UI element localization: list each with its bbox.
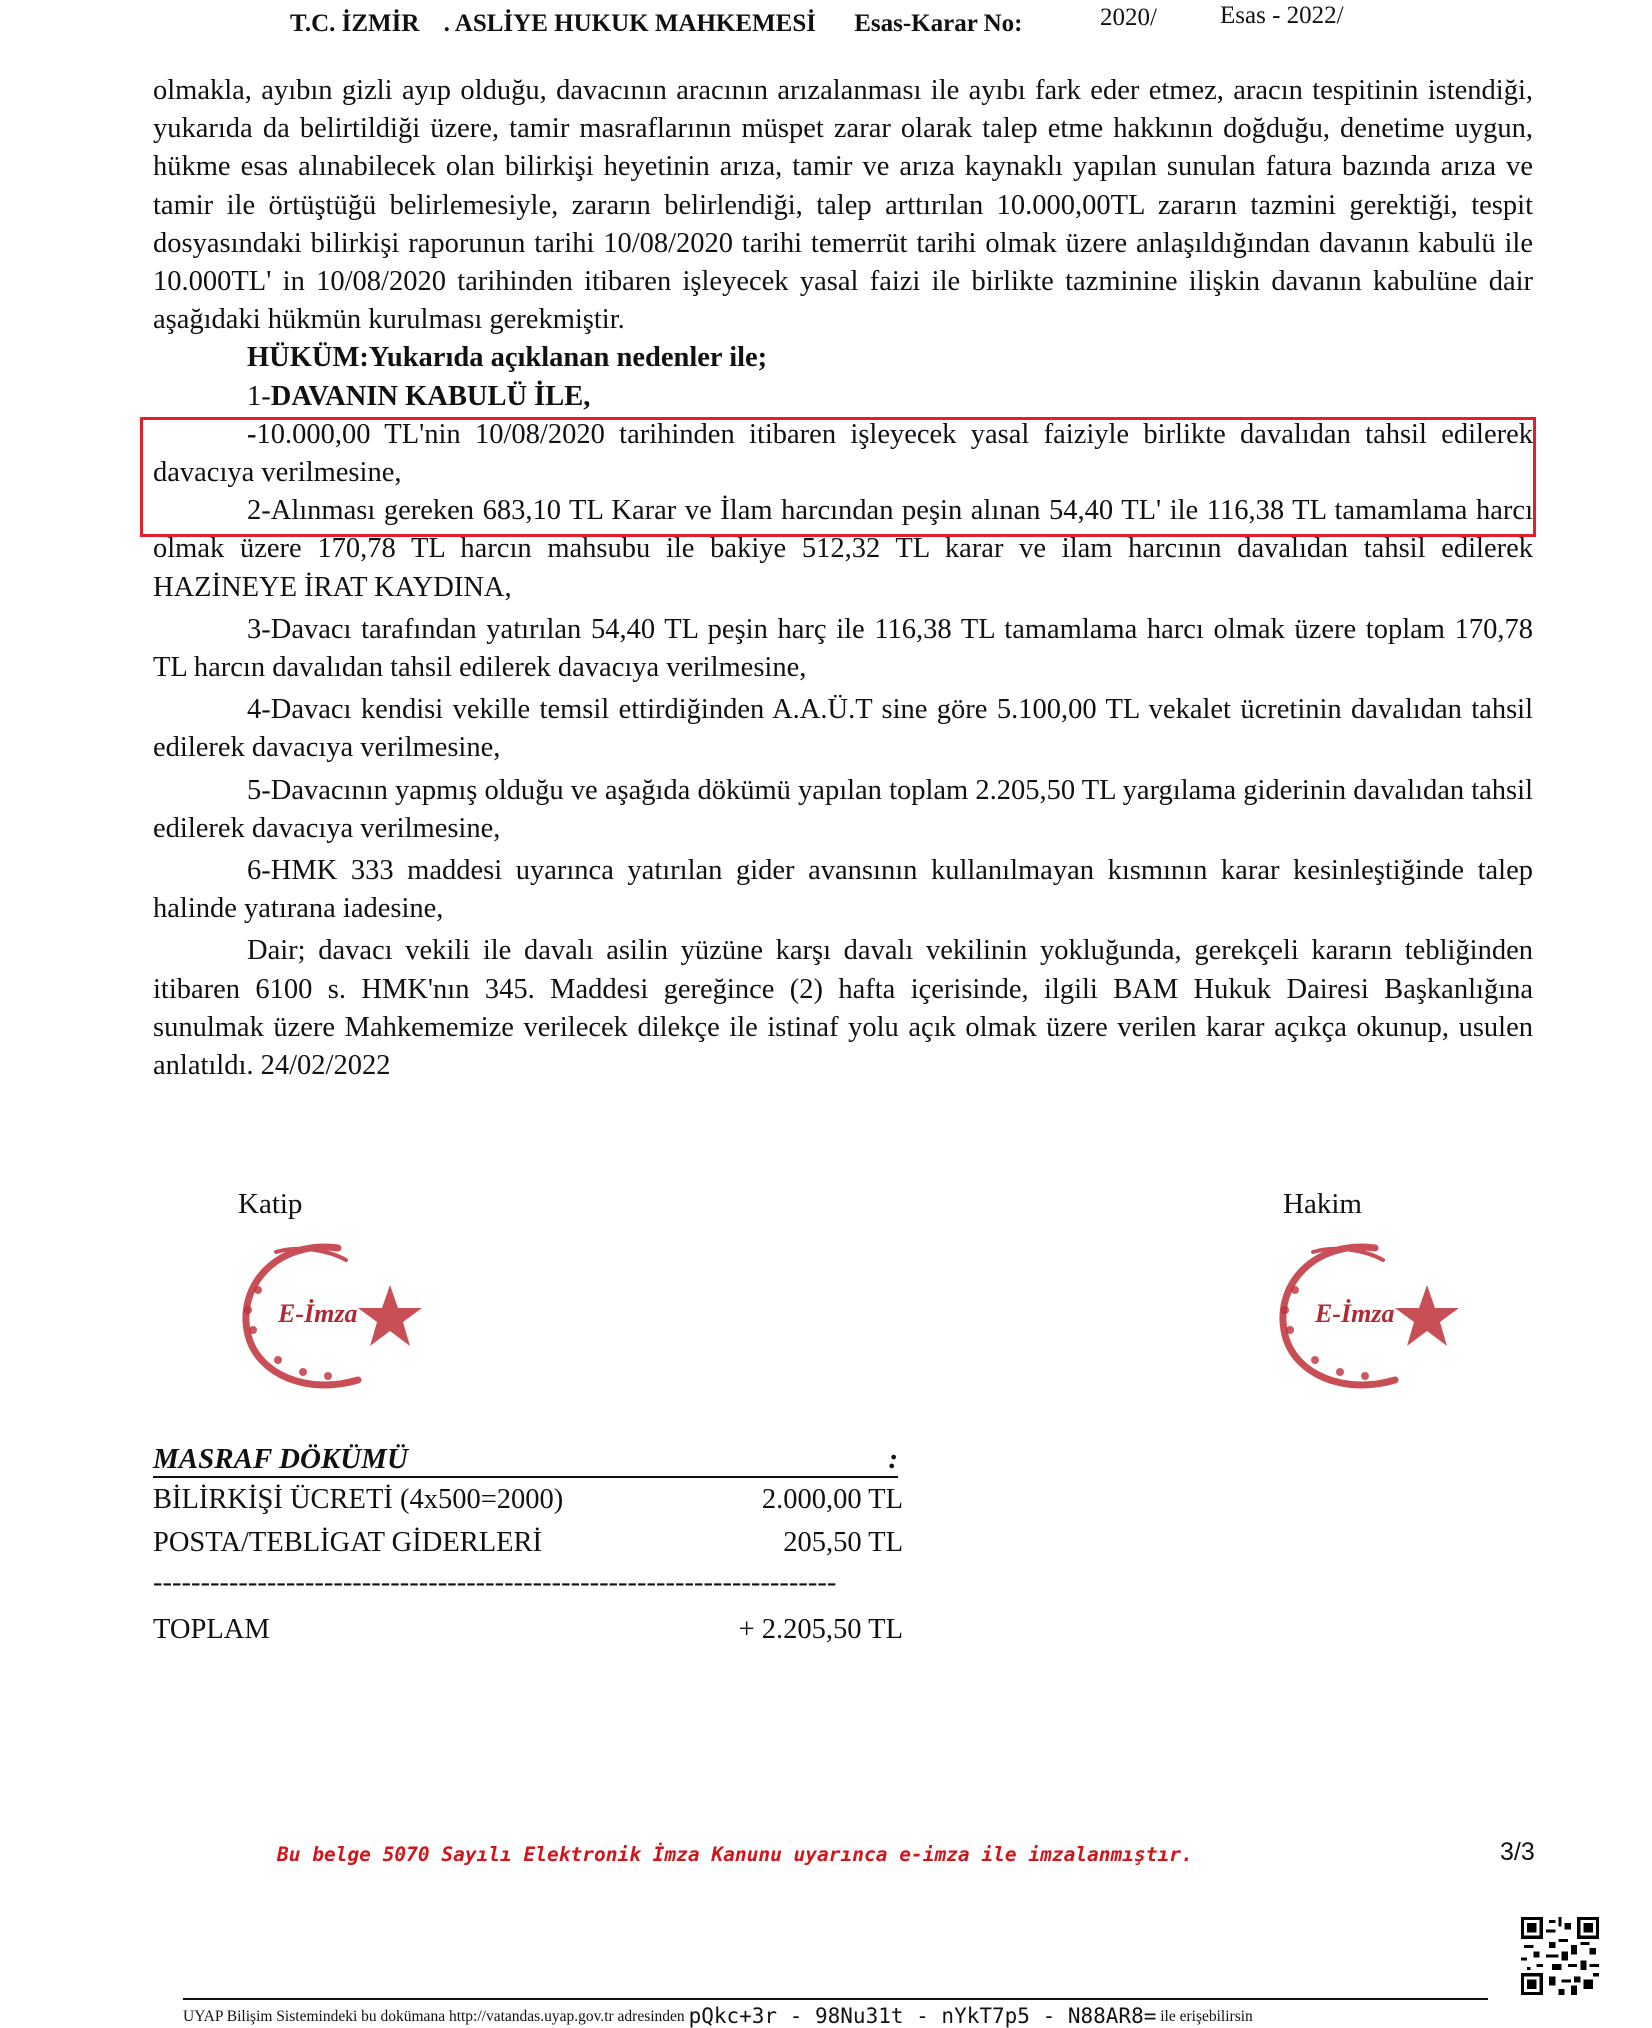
- hakim-label: Hakim: [1283, 1188, 1362, 1220]
- item-5: 5-Davacının yapmış olduğu ve aşağıda dökümü yapılan toplam 2.205,50 TL yargılama giderinin davalıdan tahsil edilerek davacıya verilmesine,: [153, 774, 1533, 844]
- qr-code-icon: [1521, 1917, 1599, 1995]
- highlight-box: [140, 417, 1536, 537]
- expense-total-amount: + 2.205,50 TL: [738, 1614, 903, 1645]
- document-body: [153, 72, 1533, 1085]
- header-karar-year: 2020/: [1100, 4, 1157, 31]
- item-6: 6-HMK 333 maddesi uyarınca yatırılan gider avansının kullanılmayan kısmının karar kesinleştiğinde talep halinde yatırana iadesine,: [153, 855, 1533, 925]
- stamp-text: E-İmza: [1315, 1299, 1395, 1328]
- item-2: 2-Alınması gereken 683,10 TL Karar ve İlam harcından peşin alınan 54,40 TL' ile 116,38 TL tamamlama harcı olmak üzere 170,78 TL harcın mahsubu ile bakiye 512,32 TL karar ve ilam harcının davalıdan tahsil edilerek HAZİNEYE İRAT KAYDINA,: [153, 495, 1533, 603]
- footer-suffix: ile erişebilirsin: [1160, 2008, 1253, 2025]
- e-signature-notice: Bu belge 5070 Sayılı Elektronik İmza Kanunu uyarınca e-imza ile imzalanmıştır.: [277, 1843, 1193, 1866]
- page-number: 3/3: [1500, 1838, 1535, 1866]
- item-1-prefix: 1-: [247, 380, 271, 412]
- expense-title-colon: :: [888, 1443, 898, 1475]
- expense-row: [153, 1521, 903, 1564]
- item-1-sub-dash: -: [247, 418, 257, 450]
- expense-row-amount: 2.000,00 TL: [761, 1484, 903, 1515]
- expense-total-row: [153, 1608, 903, 1651]
- footer-rule: [183, 1998, 1488, 2000]
- expense-row-label: BİLİRKİŞİ ÜCRETİ (4x500=2000): [153, 1484, 564, 1515]
- item-1: [153, 378, 1533, 416]
- item-1-sub-text: 10.000,00 TL'nin 10/08/2020 tarihinden itibaren işleyecek yasal faiziyle birlikte davalıdan tahsil edilerek davacıya verilmesine,: [153, 418, 1533, 489]
- closing-paragraph: Dair; davacı vekili ile davalı asilin yüzüne karşı davalı vekilinin yokluğunda, gerekçeli kararın tebliğinden itibaren 6100 s. HMK'nın 345. Maddesi gereğince (2) hafta içerisinde, ilgili BAM Hukuk Dairesi Başkanlığına sunulmak üzere Mahkememize verilecek dilekçe ile istinaf yolu açık olmak üzere verilen karar açıkça okunup, usulen anlatıldı. 24/02/2022: [153, 935, 1533, 1082]
- expense-breakdown: [153, 1443, 903, 1651]
- header-court: . ASLİYE HUKUK MAHKEMESİ: [443, 10, 816, 37]
- expense-row-amount: 205,50 TL: [783, 1527, 903, 1558]
- header-esas-year: Esas - 2022/: [1220, 2, 1344, 29]
- header-esas-karar-label: Esas-Karar No:: [854, 10, 1023, 37]
- expense-title-text: MASRAF DÖKÜMÜ: [153, 1443, 408, 1475]
- e-imza-stamp-icon: [218, 1230, 433, 1400]
- footer: [183, 2004, 1253, 2028]
- expense-row-label: POSTA/TEBLİGAT GİDERLERİ: [153, 1527, 543, 1558]
- item-1-title: DAVANIN KABULÜ İLE,: [270, 380, 591, 412]
- hukum-heading: HÜKÜM:Yukarıda açıklanan nedenler ile;: [247, 342, 768, 374]
- expense-separator: ------------------------------------------------------------------------: [153, 1567, 837, 1598]
- katip-label: Katip: [238, 1188, 303, 1220]
- item-3: 3-Davacı tarafından yatırılan 54,40 TL peşin harç ile 116,38 TL tamamlama harcı olmak üzere toplam 170,78 TL harcın davalıdan tahsil edilerek davacıya verilmesine,: [153, 613, 1533, 684]
- expense-row: [153, 1478, 903, 1521]
- item-4: 4-Davacı kendisi vekille temsil ettirdiğinden A.A.Ü.T sine göre 5.100,00 TL vekalet ücretinin davalıdan tahsil edilerek davacıya verilmesine,: [153, 694, 1533, 764]
- verification-code: pQkc+3r - 98Nu31t - nYkT7p5 - N88AR8=: [688, 2004, 1157, 2028]
- stamp-text: E-İmza: [278, 1299, 358, 1328]
- document-header: [290, 2, 1344, 38]
- expense-title: [153, 1443, 898, 1478]
- intro-paragraph: olmakla, ayıbın gizli ayıp olduğu, davacının aracının arızalanması ile ayıbı fark eder etmez, aracın tespitinin istendiği, yukarıda da belirtildiği üzere, tamir masraflarının müspet zarar olarak talep etme hakkının doğduğu, denetime uygun, hükme esas alınabilecek olan bilirkişi heyetinin arıza, tamir ve arıza kaynaklı yapılan sunulan fatura bazında arıza ve tamir ile örtüştüğü belirlemesiyle, zararın belirlendiği, talep arttırılan 10.000,00TL zararın tazmini gerektiği, tespit dosyasındaki bilirkişi raporunun tarihi 10/08/2020 tarihi temerrüt tarihi olmak üzere anlaşıldığından davanın kabulü ile 10.000TL' in 10/08/2020 tarihinden itibaren işleyecek yasal faizi ile birlikte tazminine ilişkin davanın kabulüne dair aşağıdaki hükmün kurulması gerekmiştir.: [153, 75, 1533, 336]
- footer-prefix: UYAP Bilişim Sistemindeki bu dokümana http://vatandas.uyap.gov.tr adresinden: [183, 2008, 685, 2025]
- e-imza-stamp-icon: [1255, 1230, 1470, 1400]
- expense-total-label: TOPLAM: [153, 1614, 270, 1645]
- header-city: T.C. İZMİR: [290, 10, 420, 37]
